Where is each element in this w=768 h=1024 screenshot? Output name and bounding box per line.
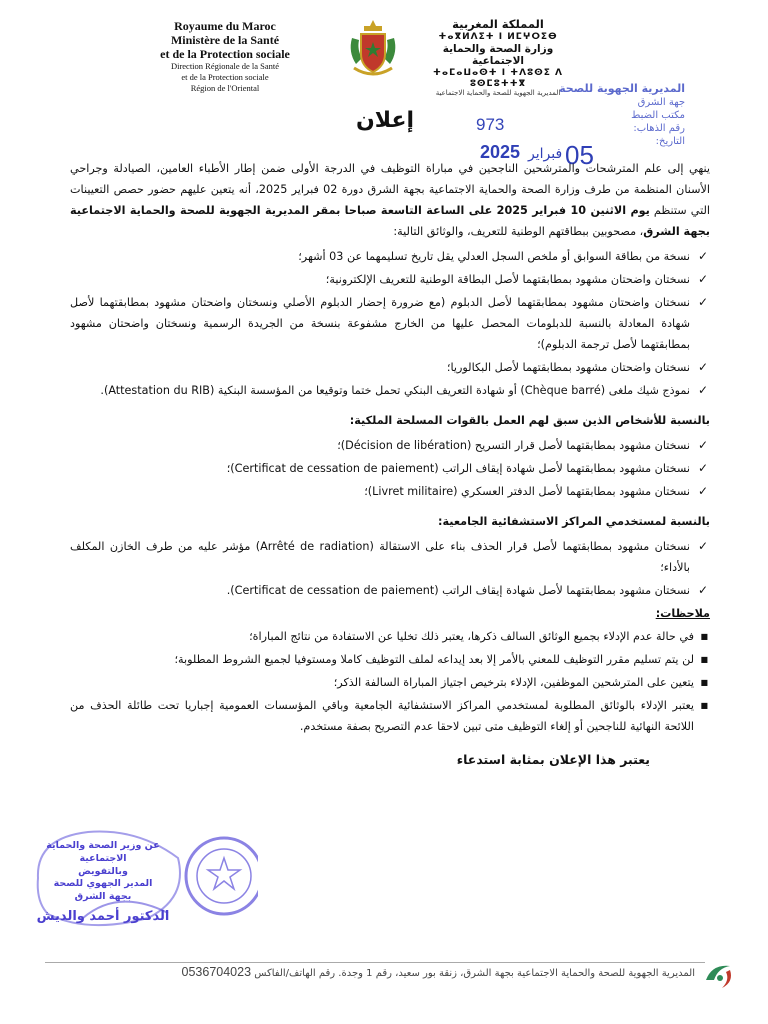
list-item: ✓ نسختان مشهود بمطابقتهما لأصل شهادة إيقاف الراتب (Certificat de cessation de paiement). [70,580,710,601]
list-item: ✓ نسختان مشهود بمطابقتهما لأصل الدفتر العسكري (Livret militaire)؛ [70,481,710,502]
ministry-logo-icon [700,958,738,992]
stamp-line4: رقم الذهاب: [633,123,685,135]
intro-paragraph [70,158,710,242]
intro-part2: ، مصحوبين ببطاقتهم الوطنية للتعريف، والوثائق التالية: [393,225,644,238]
military-section-title: بالنسبة للأشخاص الذين سبق لهم العمل بالقوات المسلحة الملكية: [349,414,710,427]
header-ar-line1: المملكة المغربية [452,17,544,31]
list-item: ✓ نسختان واضحتان مشهود بمطابقتهما لأصل الدبلوم (مع ضرورة إحضار الدبلوم الأصلي ونسختان واضحتان مشهود بمطابقتهما لأصل شهادة المعادلة بالنسبة للدبلومات المحصل عليها من الخارج مشفوعة بنسخة من الجريدة الرسمية ونسختان واضحتان مشهود بمطابقتهما لأصل ترجمة الدبلوم)؛ [70,292,710,355]
registry-number: 973 [476,115,505,134]
coat-of-arms-icon [346,18,400,82]
list-item: ■ يعتبر الإدلاء بالوثائق المطلوبة لمستخدمي المراكز الاستشفائية الجامعية وباقي المؤسسات العمومية إجباريا تحت طائلة الحذف من اللائحة النهائية للناجحين أو إلغاء التوظيف متى تبين لاحقا عدم التصريح بصفة مستخدم. [70,695,710,737]
header-french [110,20,340,93]
checkmark-icon: ✓ [697,249,708,263]
stamp-line2: جهة الشرق [637,97,685,109]
checkmark-icon: ✓ [697,383,708,397]
page-title: إعلان [355,108,415,133]
intro-bold: يوم الاثنين 10 فبراير 2025 على الساعة التاسعة صباحا بمقر المديرية الجهوية للصحة والحماية الاجتماعية بجهة الشرق [70,204,710,238]
registry-day: 05 [565,140,594,170]
header-tifinagh1: ⵜⴰⴳⵍⴷⵉⵜ ⵏ ⵍⵎⵖⵔⵉⴱ [438,31,558,42]
signature-block [28,840,178,926]
signature-line1: عن وزير الصحة والحماية الاجتماعية [46,840,160,864]
signature-line2: وبالتفويض [78,865,128,877]
square-bullet-icon: ■ [700,701,708,710]
chu-documents-list [70,536,710,601]
footer [95,965,695,979]
announcement-body [70,158,710,770]
list-item: ■ في حالة عدم الإدلاء بجميع الوثائق السالف ذكرها، يعتبر ذلك تخليا عن الاستفادة من نتائج المباراة؛ [70,626,710,647]
square-bullet-icon: ■ [700,655,708,664]
registry-year: 2025 [480,142,521,162]
registry-stamp [505,82,685,148]
footer-phone: 0536704023 [181,965,252,979]
checkmark-icon: ✓ [697,438,708,452]
list-item: ■ لن يتم تسليم مقرر التوظيف للمعني بالأمر إلا بعد إيداعه لملف التوظيف كاملا ومستوفيا لجميع الشروط المطلوبة؛ [70,649,710,670]
list-item: ✓ نسختان واضحتان مشهود بمطابقتهما لأصل البطاقة الوطنية للتعريف الإلكترونية؛ [70,269,710,290]
checkmark-icon: ✓ [697,539,708,553]
header-fr-sub1: Direction Régionale de la Santé [170,61,280,72]
registry-month: فبراير [528,146,563,162]
header-fr-sub3: Région de l'Oriental [190,82,260,93]
required-documents-list [70,246,710,401]
list-item: ✓ نسختان مشهود بمطابقتهما لأصل قرار الحذف بناء على الاستقالة (Arrêté de radiation) مؤشر عليه من طرف الخازن المكلف بالأداء؛ [70,536,710,578]
chu-section-title: بالنسبة لمستخدمي المراكز الاستشفائية الجامعية: [438,515,710,528]
checkmark-icon: ✓ [697,461,708,475]
list-item: ✓ نموذج شيك ملغى (Chèque barré) أو شهادة التعريف البنكي تحمل ختما وتوقيعا من المؤسسة البنكية (Attestation du RIB). [70,380,710,401]
header-tifinagh2: ⵜⴰⵎⴰⵡⴰⵙⵜ ⵏ ⵜⴷⵓⵙⵉ ⴷ ⵓⵙⵎⵓⵜⵜⴳ [432,67,563,89]
checkmark-icon: ✓ [697,360,708,374]
intro-part1: ينهي إلى علم المترشحات والمترشحين الناجحين في مباراة التوظيف في الدرجة الأولى ضمن إطار الأطباء العامين، الصيادلة وجراحي الأسنان المنظمة من طرف وزارة الصحة والحماية الاجتماعية بجهة الشرق دورة 02 فبراير 2025، أنه يتعين عليهم حضور حصص التعيينات التي ستنظم [70,162,711,217]
square-bullet-icon: ■ [700,632,708,641]
checkmark-icon: ✓ [697,583,708,597]
list-item: ✓ نسختان مشهود بمطابقتهما لأصل شهادة إيقاف الراتب (Certificat de cessation de paiement)؛ [70,458,710,479]
header-ar-line2: وزارة الصحة والحماية الاجتماعية [442,42,554,68]
header-fr-line3: et de la Protection sociale [160,46,290,61]
checkmark-icon: ✓ [697,272,708,286]
square-bullet-icon: ■ [700,678,708,687]
notes-list [70,626,710,737]
stamp-line1: المديرية الجهوية للصحة [559,82,685,95]
signature-line3: المدير الجهوي للصحة [53,878,153,890]
signatory-name: الدكتور أحمد والديش [36,909,170,925]
checkmark-icon: ✓ [697,295,708,309]
closing-statement: يعتبر هذا الإعلان بمثابة استدعاء [456,752,650,767]
footer-divider [45,962,705,963]
checkmark-icon: ✓ [697,484,708,498]
list-item: ■ يتعين على المترشحين الموظفين، الإدلاء بترخيص اجتياز المباراة السالفة الذكر؛ [70,672,710,693]
list-item: ✓ نسخة من بطاقة السوابق أو ملخص السجل العدلي يقل تاريخ تسليمهما عن 03 أشهر؛ [70,246,710,267]
military-documents-list [70,435,710,502]
list-item: ✓ نسختان واضحتان مشهود بمطابقتهما لأصل البكالوريا؛ [70,357,710,378]
notes-title: ملاحظات: [655,607,710,620]
stamp-line5: التاريخ: [655,136,685,148]
header-fr-line1: Royaume du Maroc [174,19,276,33]
footer-address: المديرية الجهوية للصحة والحماية الاجتماعية بجهة الشرق، زنقة بور سعيد، رقم 1 وجدة. رقم الهاتف/الفاكس [254,968,695,979]
header-ar-sub: المديرية الجهوية للصحة والحماية الاجتماعية [435,89,561,98]
stamp-line3: مكتب الضبط [631,110,685,122]
header-fr-line2: Ministère de la Santé [170,32,280,47]
signature-line4: بجهة الشرق [74,891,132,903]
list-item: ✓ نسختان مشهود بمطابقتهما لأصل قرار التسريح (Décision de libération)؛ [70,435,710,456]
header-fr-sub2: et de la Protection sociale [181,72,269,83]
